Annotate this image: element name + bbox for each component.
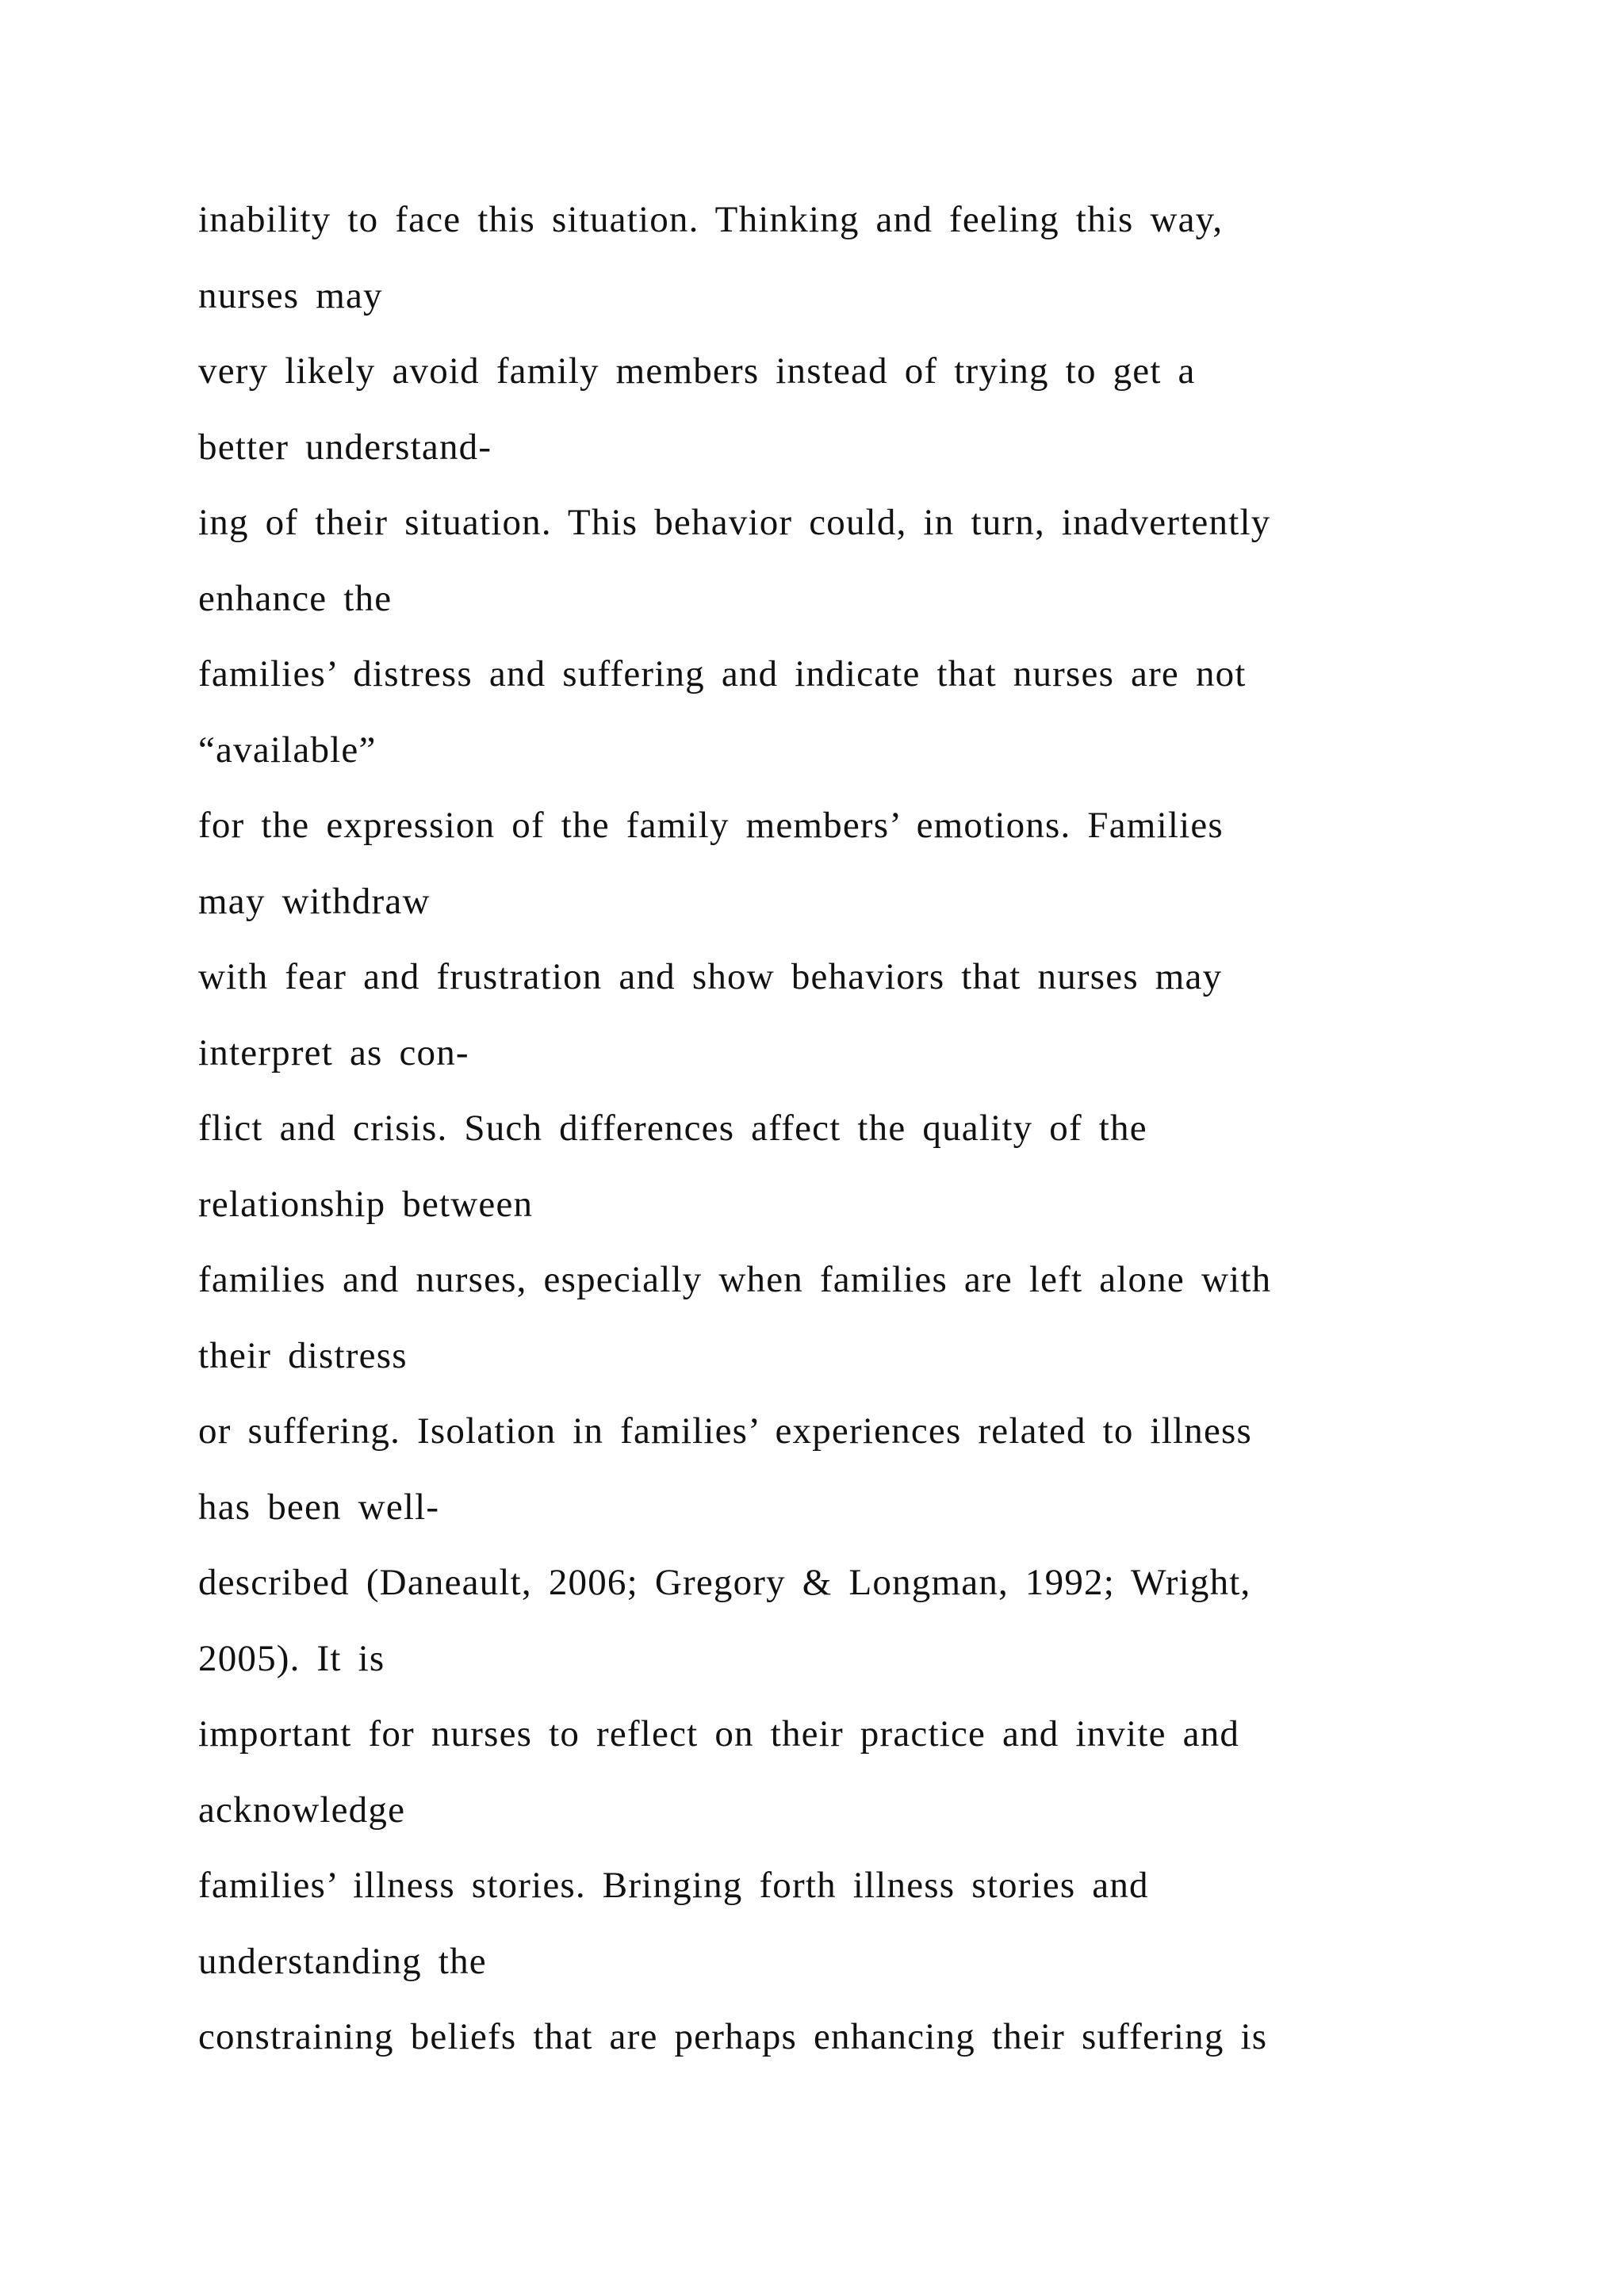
text-line: families’ distress and suffering and indicate that nurses are not — [198, 653, 1247, 695]
text-line: 2005). It is — [198, 1637, 385, 1679]
text-line: inability to face this situation. Thinking and feeling this way, — [198, 199, 1224, 240]
text-line: families’ illness stories. Bringing forth illness stories and — [198, 1865, 1149, 1906]
text-line: very likely avoid family members instead of trying to get a — [198, 350, 1196, 392]
text-line: or suffering. Isolation in families’ experiences related to illness — [198, 1410, 1253, 1452]
text-line: nurses may — [198, 274, 383, 316]
text-line: “available” — [198, 729, 377, 771]
text-line: relationship between — [198, 1183, 534, 1225]
text-line: enhance the — [198, 577, 393, 619]
text-line: understanding the — [198, 1940, 487, 1982]
text-line: flict and crisis. Such differences affect the quality of the — [198, 1108, 1147, 1149]
text-line: for the expression of the family members’ emotions. Families — [198, 805, 1224, 846]
text-line: their distress — [198, 1334, 408, 1376]
text-line: described (Daneault, 2006; Gregory & Longman, 1992; Wright, — [198, 1562, 1251, 1603]
text-line: has been well- — [198, 1486, 440, 1528]
text-line: constraining beliefs that are perhaps enhancing their suffering is — [198, 2016, 1268, 2057]
text-line: interpret as con- — [198, 1031, 469, 1073]
text-line: families and nurses, especially when families are left alone with — [198, 1259, 1272, 1300]
body-text — [198, 182, 1515, 2076]
text-line: important for nurses to reflect on their practice and invite and — [198, 1713, 1240, 1755]
text-line: with fear and frustration and show behaviors that nurses may — [198, 956, 1223, 997]
text-line: acknowledge — [198, 1789, 406, 1831]
text-line: ing of their situation. This behavior could, in turn, inadvertently — [198, 502, 1271, 543]
text-line: better understand- — [198, 426, 492, 468]
text-line: may withdraw — [198, 880, 431, 922]
